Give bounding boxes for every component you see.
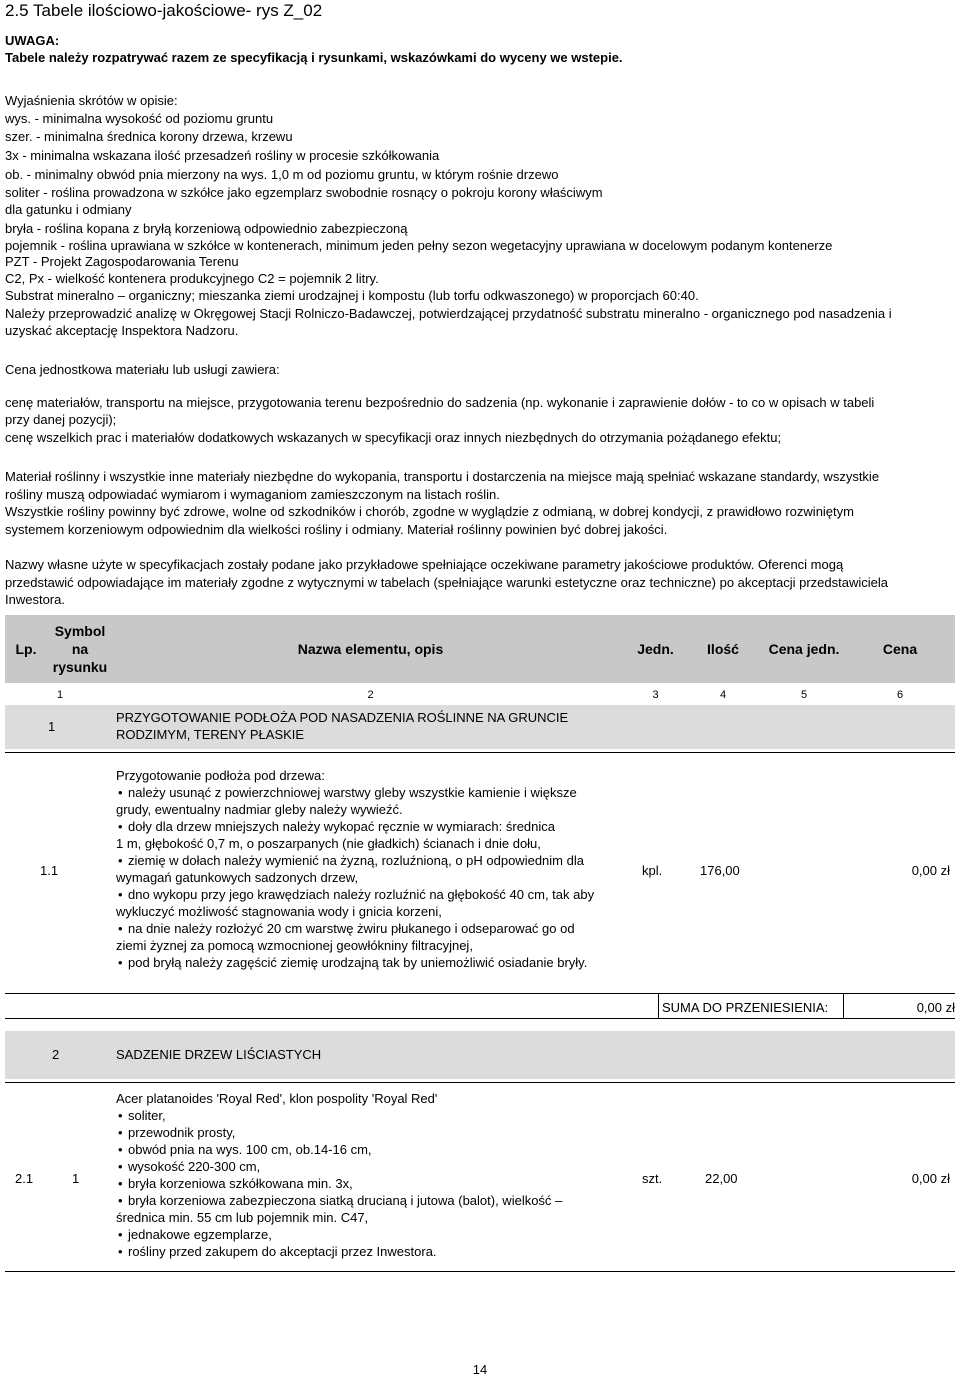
bullet-icon: •	[118, 1193, 123, 1208]
item-line-text: doły dla drzew mniejszych należy wykopać ręcznie w wymiarach: średnica	[128, 819, 556, 834]
header-symbol-line: rysunku	[52, 659, 108, 675]
item-line	[116, 1124, 631, 1141]
item-unit: kpl.	[642, 863, 663, 878]
item-line	[116, 1209, 631, 1226]
item-line	[116, 1141, 631, 1158]
item-symbol: 1	[72, 1171, 80, 1186]
item-line	[116, 818, 631, 835]
names-line: przedstawić odpowiadające im materiały zgodne z wytycznymi w tabelach (spełniające warunki estetyczne oraz techniczne) po akceptacji przedstawiciela	[5, 575, 888, 590]
item-line-text: soliter,	[128, 1108, 166, 1123]
abbrev-line: PZT - Projekt Zagospodarowania Terenu	[5, 254, 239, 269]
table-header	[5, 615, 955, 683]
item-line	[116, 903, 631, 920]
abbrev-line: wys. - minimalna wysokość od poziomu gruntu	[5, 111, 274, 126]
item-line	[116, 1226, 631, 1243]
abbrev-line: pojemnik - roślina uprawiana w szkółce w kontenerach, minimum jeden pełny sezon wegetacyjny uprawiana w docelowym podanym kontenerze	[5, 238, 833, 253]
abbrev-line: Należy przeprowadzić analizę w Okręgowej Stacji Rolniczo-Badawczej, potwierdzającej przydatność substratu mineralno - organicznego pod nasadzenia i	[5, 306, 892, 321]
header-symbol-line: na	[71, 641, 89, 657]
section-lp: 2	[52, 1047, 60, 1062]
abbrev-line: C2, Px - wielkość kontenera produkcyjnego C2 = pojemnik 2 litry.	[5, 271, 379, 286]
row-border	[5, 1271, 955, 1272]
row-border	[5, 1018, 955, 1019]
bullet-icon: •	[118, 1227, 123, 1242]
section-lp: 1	[48, 719, 56, 734]
abbrev-line: dla gatunku i odmiany	[5, 202, 132, 217]
section-title-line: RODZIMYM, TERENY PŁASKIE	[116, 727, 305, 742]
col-number: 4	[719, 689, 727, 701]
item-line	[116, 920, 631, 937]
item-line	[116, 852, 631, 869]
col-number: 3	[652, 689, 659, 701]
item-line-text: grudy, ewentualny nadmiar gleby należy wywieźć.	[116, 802, 403, 817]
item-line-text: na dnie należy rozłożyć 20 cm warstwę żwiru płukanego i odseparować go od	[128, 921, 575, 936]
item-line-text: należy usunąć z powierzchniowej warstwy gleby wszystkie kamienie i większe	[128, 785, 577, 800]
item-line-text: obwód pnia na wys. 100 cm, ob.14-16 cm,	[128, 1142, 372, 1157]
abbrev-line: Substrat mineralno – organiczny; mieszanka ziemi urodzajnej i kompostu (lub torfu odkwaszonego) w proporcjach 60:40.	[5, 288, 699, 303]
material-line: Materiał roślinny i wszystkie inne materiały niezbędne do wykopania, transportu i dostarczenia na miejsce mają spełniać wskazane standardy, wszystkie	[5, 469, 880, 484]
section-title	[116, 1046, 636, 1063]
item-line-text: wykluczyć możliwość stagnowania wody i gnicia korzeni,	[116, 904, 442, 919]
row-border	[5, 993, 955, 994]
item-lp: 2.1	[15, 1171, 34, 1186]
item-line-text: jednakowe egzemplarze,	[128, 1227, 272, 1242]
item-lp: 1.1	[40, 863, 59, 878]
price-intro: Cena jednostkowa materiału lub usługi zawiera:	[5, 362, 280, 377]
section-title	[116, 709, 636, 743]
item-line-text: przewodnik prosty,	[128, 1125, 236, 1140]
item-qty: 22,00	[705, 1171, 738, 1186]
price-line: cenę materiałów, transportu na miejsce, przygotowania terenu bezpośrednio do sadzenia (np. wykonanie i zaprawienie dołów - to co w opisach w tabeli	[5, 395, 875, 410]
bullet-icon: •	[118, 1125, 123, 1140]
col-number: 6	[896, 689, 904, 701]
item-line	[116, 1158, 631, 1175]
column-numbers-row	[5, 687, 955, 705]
abbrev-line: bryła - roślina kopana z bryłą korzeniową odpowiednio zabezpieczoną	[5, 221, 408, 236]
bullet-icon: •	[118, 853, 123, 868]
notice-label: UWAGA:	[5, 33, 60, 48]
item-description	[116, 767, 631, 971]
price-line: cenę wszelkich prac i materiałów dodatkowych wskazanych w specyfikacji oraz innych niezbędnych do otrzymania pożądanego efektu;	[5, 430, 782, 445]
bullet-icon: •	[118, 1244, 123, 1259]
item-line	[116, 954, 631, 971]
row-border	[5, 1082, 955, 1083]
row-border	[5, 752, 955, 753]
item-unit: szt.	[642, 1171, 663, 1186]
notice-text: Tabele należy rozpatrywać razem ze specyfikacją i rysunkami, wskazówkami do wyceny we wstepie.	[5, 50, 623, 65]
item-line-text: 1 m, głębokość 0,7 m, o poszarpanych (nie gładkich) ścianach i dnie dołu,	[116, 836, 541, 851]
material-line: Wszystkie rośliny powinny być zdrowe, wolne od szkodników i chorób, zgodne w wyglądzie z odmianą, w dobrej kondycji, z prawidłowo rozwiniętym	[5, 504, 854, 519]
header-price: Cena	[882, 641, 918, 657]
item-line	[116, 1107, 631, 1124]
item-intro: Przygotowanie podłoża pod drzewa:	[116, 768, 325, 783]
material-line: systemem korzeniowym odpowiednim dla wielkości rośliny i odmiany. Materiał roślinny powinien być dobrej jakości.	[5, 522, 668, 537]
col-number: 5	[800, 689, 808, 701]
item-line	[116, 1192, 631, 1209]
header-unit: Jedn.	[637, 641, 674, 657]
abbrev-line: uzyskać akceptację Inspektora Nadzoru.	[5, 323, 239, 338]
item-line-text: wymagań gatunkowych sadzonych drzew,	[116, 870, 359, 885]
cell-border	[843, 993, 844, 1018]
subtotal-label: SUMA DO PRZENIESIENIA:	[662, 1000, 829, 1015]
col-number: 2	[367, 689, 374, 701]
item-line	[116, 784, 631, 801]
col-number: 1	[56, 689, 64, 701]
bullet-icon: •	[118, 1108, 123, 1123]
item-line-text: bryła korzeniowa zabezpieczona siatką drucianą i jutowa (balot), wielkość –	[128, 1193, 563, 1208]
item-line-text: ziemi żyznej za pomocą wzmocnionej geowłókniny filtracyjnej,	[116, 938, 473, 953]
page-heading: 2.5 Tabele ilościowo-jakościowe- rys Z_02	[5, 1, 323, 20]
item-line	[116, 1243, 631, 1260]
section-title-line: SADZENIE DRZEW LIŚCIASTYCH	[116, 1047, 322, 1062]
item-price: 0,00 zł	[911, 863, 950, 878]
section-title-line: PRZYGOTOWANIE PODŁOŻA POD NASADZENIA ROŚLINNE NA GRUNCIE	[116, 710, 569, 725]
cell-border	[658, 993, 659, 1018]
bullet-icon: •	[118, 785, 123, 800]
names-line: Nazwy własne użyte w specyfikacjach zostały podane jako przykładowe spełniające oczekiwane parametry jakościowe produktów. Oferenci mogą	[5, 557, 844, 572]
header-symbol-line: Symbol	[54, 623, 106, 639]
item-line-text: pod bryłą należy zagęścić ziemię urodzajną tak by uniemożliwić osiadanie bryły.	[128, 955, 588, 970]
abbrev-line: 3x - minimalna wskazana ilość przesadzeń rośliny w procesie szkółkowania	[5, 148, 440, 163]
item-line	[116, 886, 631, 903]
header-symbol	[47, 615, 113, 683]
item-line	[116, 835, 631, 852]
price-line: przy danej pozycji);	[5, 412, 117, 427]
abbrev-line: szer. - minimalna średnica korony drzewa, krzewu	[5, 129, 293, 144]
item-line-text: rośliny przed zakupem do akceptacji przez Inwestora.	[128, 1244, 437, 1259]
bullet-icon: •	[118, 921, 123, 936]
item-line	[116, 1175, 631, 1192]
item-qty: 176,00	[700, 863, 740, 878]
bullet-icon: •	[118, 887, 123, 902]
item-line-text: ziemię w dołach należy wymienić na żyzną, rozluźnioną, o pH odpowiednim dla	[128, 853, 584, 868]
item-line	[116, 869, 631, 886]
item-line-text: średnica min. 55 cm lub pojemnik min. C47,	[116, 1210, 369, 1225]
page-number: 14	[472, 1362, 488, 1377]
abbrev-line: soliter - roślina prowadzona w szkółce jako egzemplarz swobodnie rosnący o pokroju korony właściwym	[5, 185, 603, 200]
bullet-icon: •	[118, 1142, 123, 1157]
header-name: Nazwa elementu, opis	[297, 641, 444, 657]
item-line-text: bryła korzeniowa szkółkowana min. 3x,	[128, 1176, 353, 1191]
header-unit-price: Cena jedn.	[768, 641, 840, 657]
item-price: 0,00 zł	[911, 1171, 950, 1186]
item-line-text: wysokość 220-300 cm,	[128, 1159, 261, 1174]
names-line: Inwestora.	[5, 592, 65, 607]
item-line	[116, 801, 631, 818]
abbrev-line: Wyjaśnienia skrótów w opisie:	[5, 93, 178, 108]
header-qty: Ilość	[707, 641, 739, 657]
bullet-icon: •	[118, 819, 123, 834]
item-line	[116, 937, 631, 954]
bullet-icon: •	[118, 1159, 123, 1174]
header-lp: Lp.	[15, 641, 37, 657]
subtotal-value: 0,00 zł	[916, 1000, 955, 1015]
item-description	[116, 1090, 631, 1260]
abbrev-line: ob. - minimalny obwód pnia mierzony na wys. 1,0 m od poziomu gruntu, w którym rośnie drzewo	[5, 167, 559, 182]
bullet-icon: •	[118, 1176, 123, 1191]
material-line: rośliny muszą odpowiadać wymiarom i wymaganiom zamieszczonym na listach roślin.	[5, 487, 500, 502]
item-intro: Acer platanoides 'Royal Red', klon pospolity 'Royal Red'	[116, 1091, 438, 1106]
bullet-icon: •	[118, 955, 123, 970]
item-line-text: dno wykopu przy jego krawędziach należy rozluźnić na głębokość 40 cm, tak aby	[128, 887, 595, 902]
